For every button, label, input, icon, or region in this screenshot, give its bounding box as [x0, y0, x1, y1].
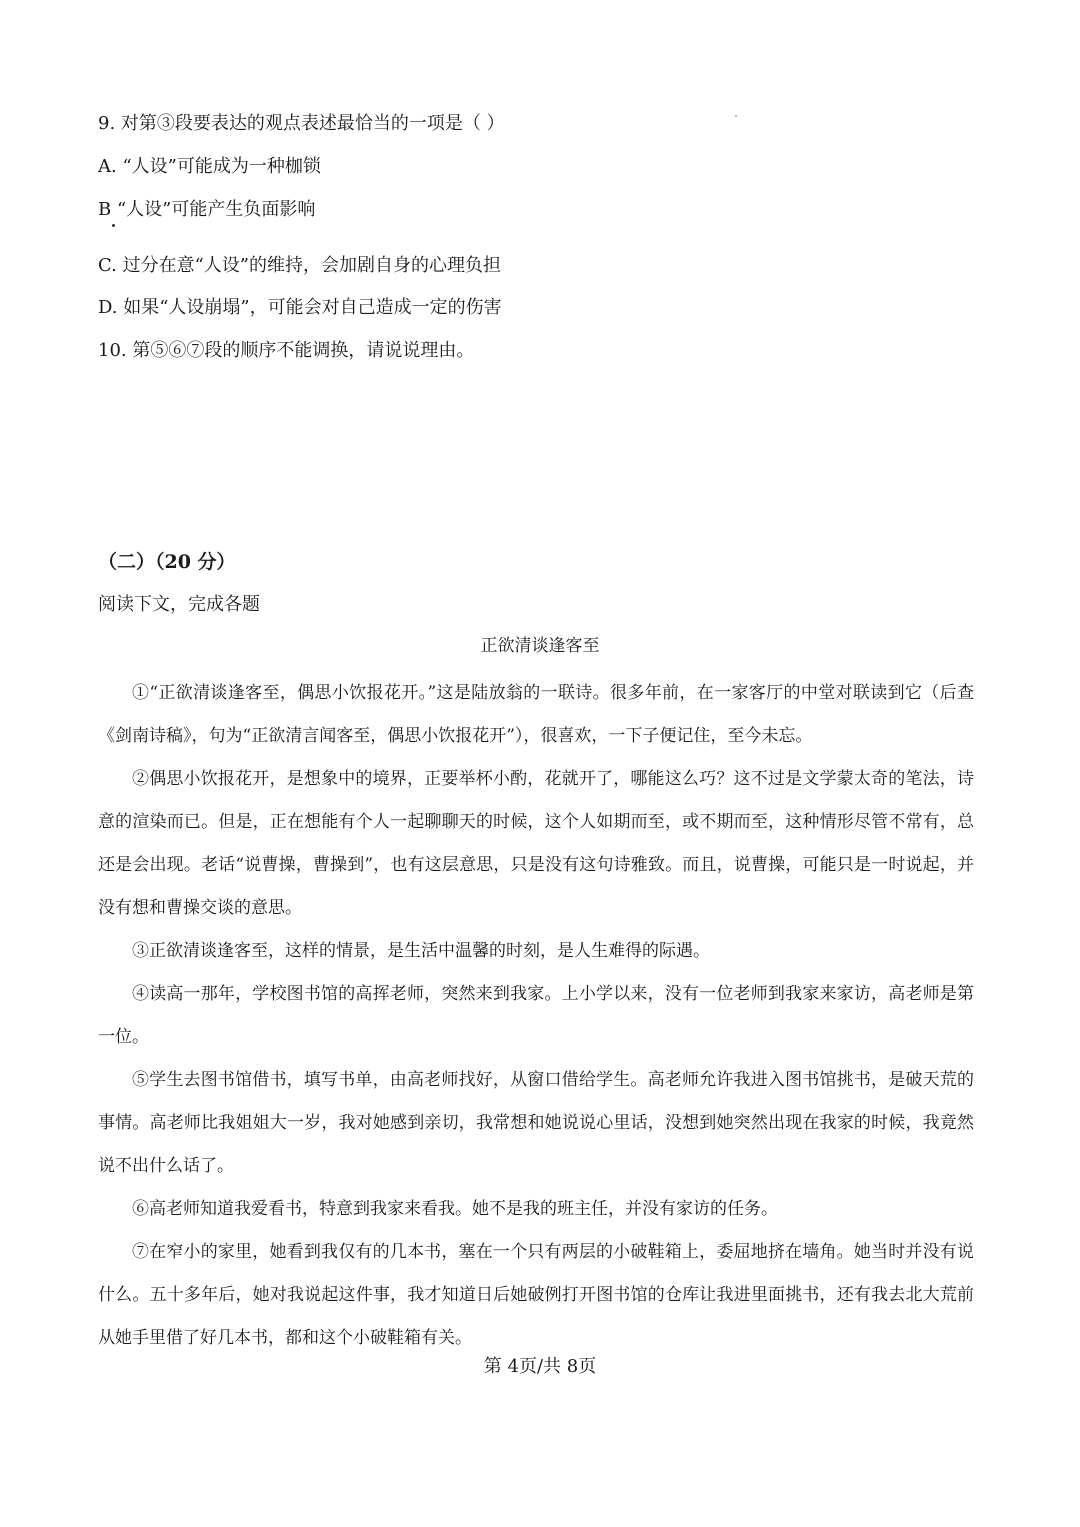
article-paragraph-4: ④读高一那年，学校图书馆的高挥老师，突然来到我家。上小学以来，没有一位老师到我家来家访，高老师是第一位。: [98, 984, 974, 1047]
article-paragraph-6: ⑥高老师知道我爱看书，特意到我家来看我。她不是我的班主任，并没有家访的任务。: [132, 1199, 778, 1219]
scan-dot: [112, 224, 115, 227]
page-number: 第 4页/共 8页: [483, 1356, 597, 1377]
article-paragraph-7: ⑦在窄小的家里，她看到我仅有的几本书，塞在一个只有两层的小破鞋箱上，委屈地挤在墙角。她当时并没有说什么。五十多年后，她对我说起这件事，我才知道日后她破例打开图书馆的仓库让我进里面挑书，还有我去北大荒前从她手里借了好几本书，都和这个小破鞋箱有关。: [98, 1242, 974, 1348]
article-paragraph-1: ①“正欲清谈逢客至，偶思小饮报花开。”这是陆放翁的一联诗。很多年前，在一家客厅的中堂对联读到它（后查《剑南诗稿》，句为“正欲清言闻客至，偶思小饮报花开”），很喜欢，一下子便记住，至今未忘。: [98, 683, 974, 746]
article-body: [98, 672, 974, 1360]
article-paragraph-3: ③正欲清谈逢客至，这样的情景，是生活中温馨的时刻，是人生难得的际遇。: [132, 941, 710, 961]
question-9-option-a: A. “人设”可能成为一种枷锁: [98, 156, 321, 177]
question-9-option-b: B “人设”可能产生负面影响: [98, 199, 316, 220]
section-2-heading: （二）（20 分）: [98, 551, 236, 573]
scan-speck: [735, 115, 737, 117]
question-9-option-c: C. 过分在意“人设”的维持，会加剧自身的心理负担: [98, 255, 501, 276]
question-10-stem: 10. 第⑤⑥⑦段的顺序不能调换，请说说理由。: [98, 340, 475, 361]
section-2-instruction: 阅读下文，完成各题: [98, 594, 260, 615]
article-paragraph-2: ②偶思小饮报花开，是想象中的境界，正要举杯小酌，花就开了，哪能这么巧？这不过是文学蒙太奇的笔法，诗意的渲染而已。但是，正在想能有个人一起聊聊天的时候，这个人如期而至，或不期而至，这种情形尽管不常有，总还是会出现。老话“说曹操，曹操到”，也有这层意思，只是没有这句诗雅致。而且，说曹操，可能只是一时说起，并没有想和曹操交谈的意思。: [98, 769, 974, 918]
question-9-stem: 9. 对第③段要表达的观点表述最恰当的一项是（ ）: [98, 113, 505, 134]
question-9-option-d: D. 如果“人设崩塌”，可能会对自己造成一定的伤害: [98, 297, 502, 318]
article-paragraph-5: ⑤学生去图书馆借书，填写书单，由高老师找好，从窗口借给学生。高老师允许我进入图书馆挑书，是破天荒的事情。高老师比我姐姐大一岁，我对她感到亲切，我常想和她说说心里话，没想到她突然出现在我家的时候，我竟然说不出什么话了。: [98, 1070, 974, 1176]
article-title: 正欲清谈逢客至: [480, 636, 600, 656]
